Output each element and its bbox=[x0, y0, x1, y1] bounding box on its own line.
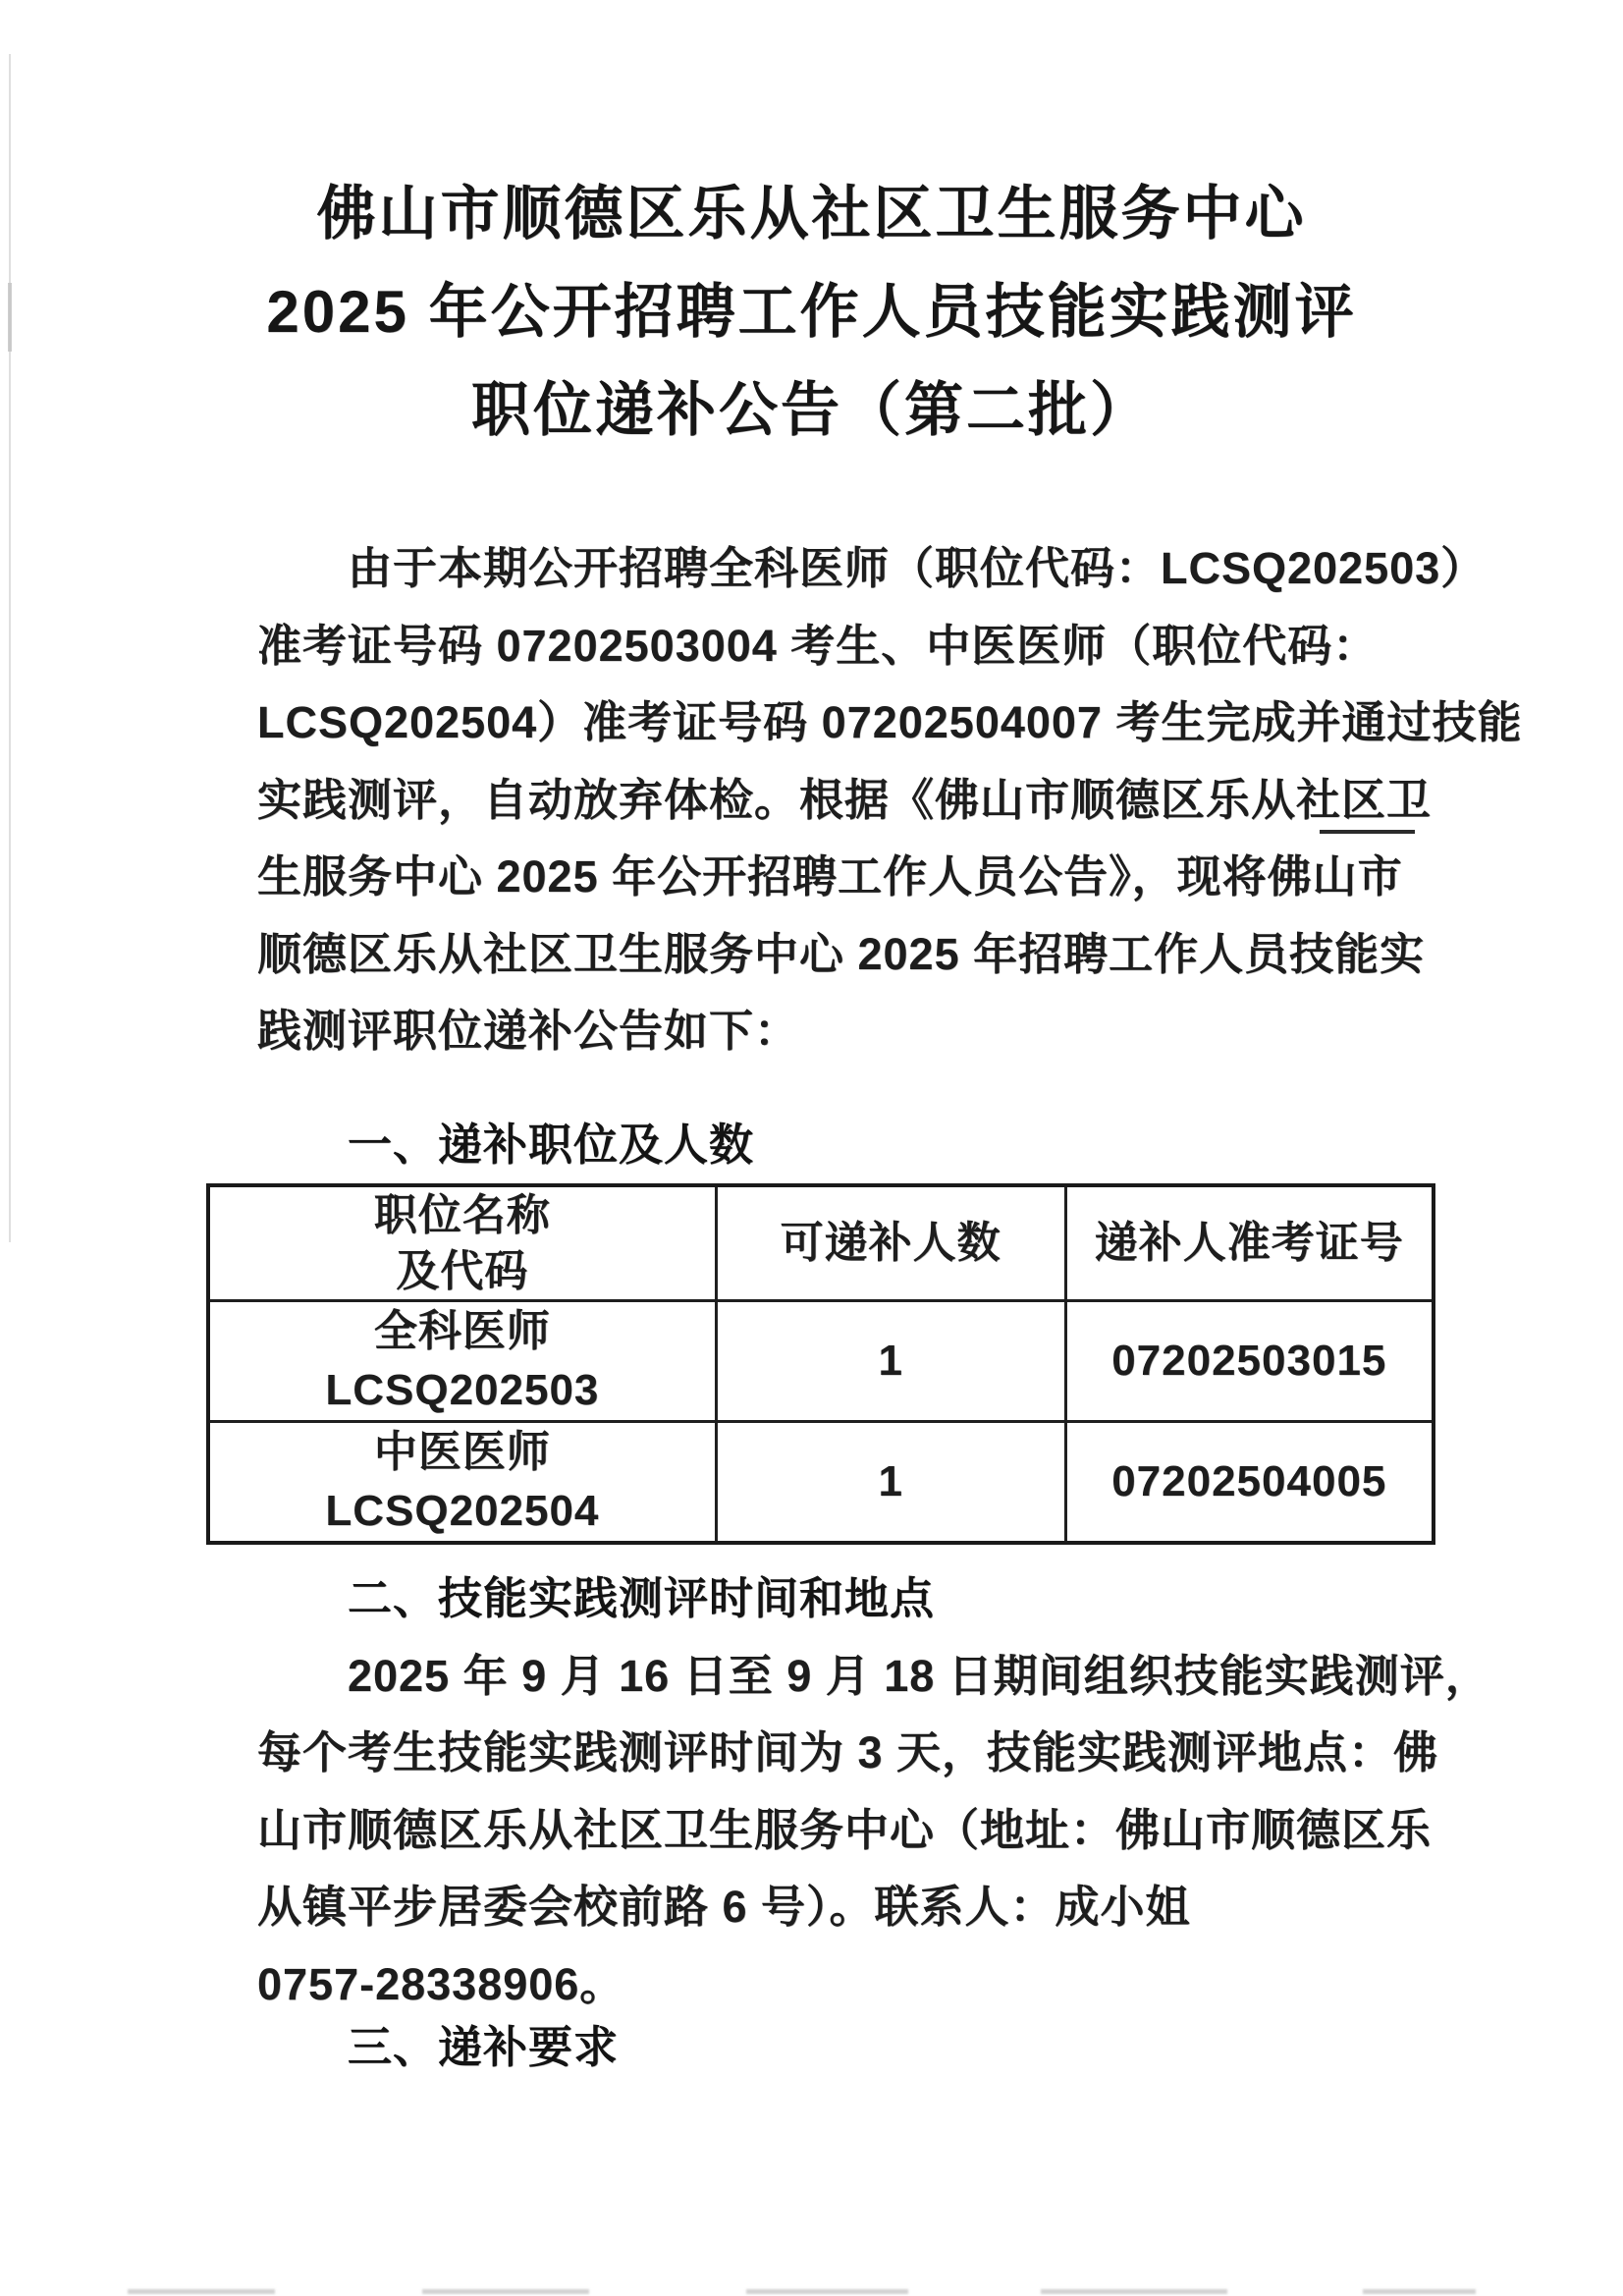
paragraph-line: 顺德区乐从社区卫生服务中心 2025 年招聘工作人员技能实 bbox=[257, 928, 1426, 979]
position-name: 中医医师 bbox=[373, 1428, 551, 1476]
title-line-1: 佛山市顺德区乐从社区卫生服务中心 bbox=[316, 181, 1307, 246]
cell-ticket: 07202504005 bbox=[1065, 1422, 1434, 1544]
paragraph-line: LCSQ202504）准考证号码 07202504007 考生完成并通过技能 bbox=[257, 697, 1523, 747]
paragraph-line: 0757-28338906。 bbox=[257, 1958, 625, 2009]
table-row bbox=[208, 1301, 1434, 1422]
header-position-name-line2: 及代码 bbox=[396, 1247, 529, 1295]
header-position-name-line1: 职位名称 bbox=[373, 1191, 551, 1239]
table-header-row bbox=[208, 1185, 1434, 1301]
section-heading-1: 一、递补职位及人数 bbox=[348, 1119, 755, 1170]
cutoff-text-fragment bbox=[128, 2289, 275, 2294]
header-position-name bbox=[208, 1185, 716, 1301]
cell-position bbox=[208, 1301, 716, 1422]
document-body bbox=[257, 530, 1523, 2087]
paragraph-line: 准考证号码 07202503004 考生、中医医师（职位代码： bbox=[257, 620, 1379, 671]
cutoff-text-fragment bbox=[746, 2289, 908, 2294]
paragraph-line: 生服务中心 2025 年公开招聘工作人员公告》，现将佛山市 bbox=[257, 851, 1403, 902]
paragraph-line: 每个考生技能实践测评时间为 3 天，技能实践测评地点：佛 bbox=[257, 1727, 1439, 1777]
cutoff-text-fragment bbox=[1041, 2289, 1227, 2294]
position-name: 全科医师 bbox=[373, 1307, 551, 1355]
paragraph-time-place bbox=[257, 1638, 1490, 2024]
title-line-3: 职位递补公告（第二批） bbox=[471, 377, 1152, 443]
cell-position bbox=[208, 1422, 716, 1544]
section-heading-3: 三、递补要求 bbox=[348, 2022, 620, 2072]
section-heading-2: 二、技能实践测评时间和地点 bbox=[348, 1573, 936, 1623]
header-ticket-number: 递补人准考证号 bbox=[1065, 1185, 1434, 1301]
title-line-2: 2025 年公开招聘工作人员技能实践测评 bbox=[266, 279, 1357, 345]
cell-count: 1 bbox=[716, 1301, 1065, 1422]
document-title bbox=[0, 165, 1623, 460]
header-replace-count: 可递补人数 bbox=[716, 1185, 1065, 1301]
paragraph-line: 实践测评，自动放弃体检。根据《佛山市顺德区乐从社区卫 bbox=[257, 762, 1417, 840]
paragraph-line: 2025 年 9 月 16 日至 9 月 18 日期间组织技能实践测评， bbox=[348, 1650, 1490, 1701]
cutoff-text-fragment bbox=[1363, 2289, 1476, 2294]
paragraph-line: 践测评职位递补公告如下： bbox=[257, 1006, 800, 1056]
cell-ticket: 07202503015 bbox=[1065, 1301, 1434, 1422]
paragraph-intro bbox=[257, 530, 1523, 1070]
paragraph-line: 由于本期公开招聘全科医师（职位代码：LCSQ202503） bbox=[348, 543, 1487, 593]
paragraph-line: 山市顺德区乐从社区卫生服务中心（地址：佛山市顺德区乐 bbox=[257, 1804, 1433, 1855]
table-row bbox=[208, 1422, 1434, 1544]
replacement-positions-table bbox=[206, 1183, 1435, 1545]
position-code: LCSQ202503 bbox=[325, 1366, 600, 1414]
cutoff-text-fragment bbox=[422, 2289, 589, 2294]
position-code: LCSQ202504 bbox=[325, 1487, 600, 1535]
cell-count: 1 bbox=[716, 1422, 1065, 1544]
paragraph-line: 从镇平步居委会校前路 6 号）。联系人：成小姐 bbox=[257, 1882, 1191, 1932]
